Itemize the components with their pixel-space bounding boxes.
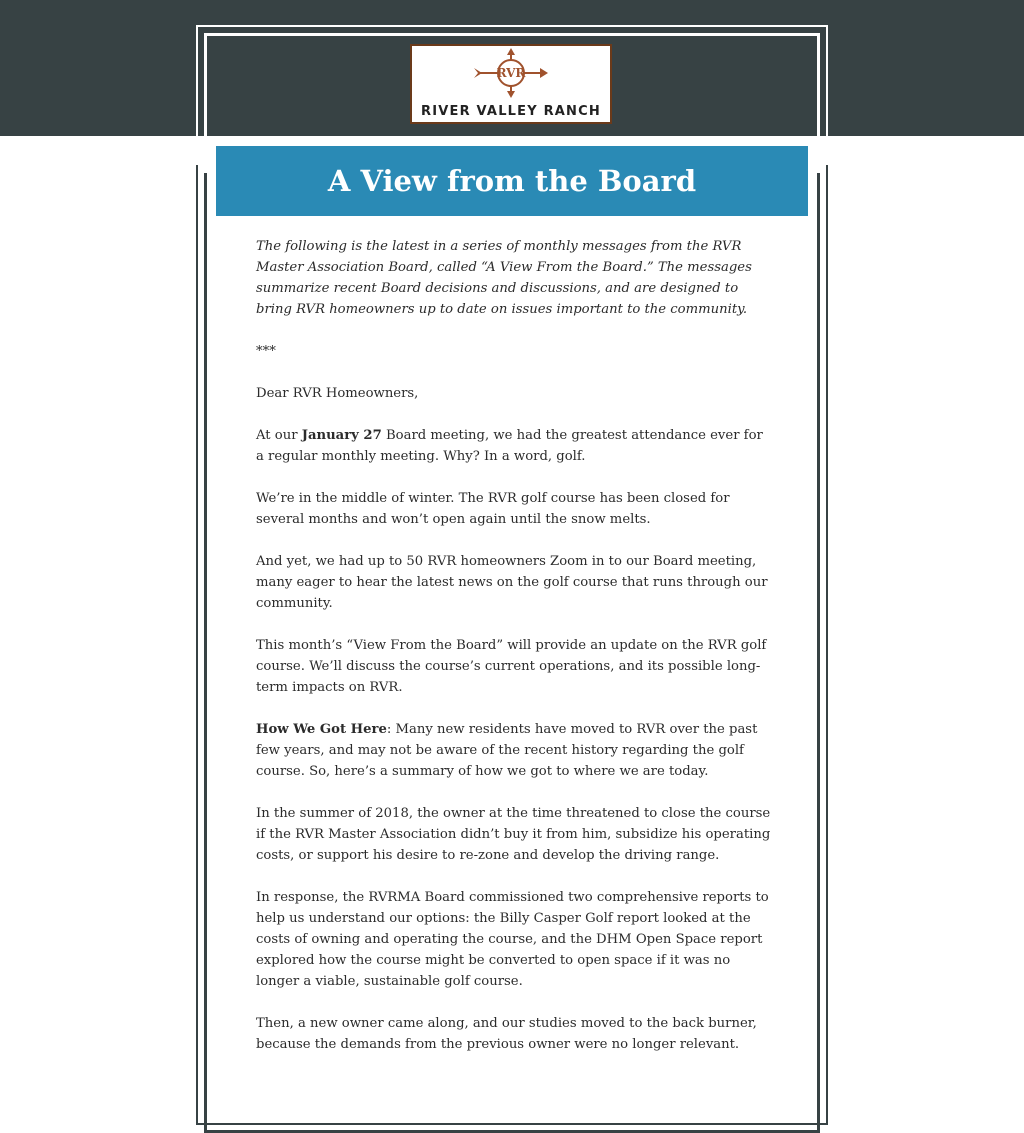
paragraph-new-owner: Then, a new owner came along, and our studies moved to the back burner, because the demands from the previous owner were no longer relevant. [256, 1016, 757, 1052]
intro-paragraph: The following is the latest in a series of monthly messages from the RVR Master Association Board, called “A View From the Board.” The messages summarize recent Board decisions and discussions, and are designed to bring RVR homeowners up to date on issues important to the community. [256, 239, 752, 317]
paragraph-winter: We’re in the middle of winter. The RVR golf course has been closed for several months and won’t open again until the snow melts. [256, 491, 730, 527]
p1-before: At our [256, 428, 302, 443]
paragraph-attendance: And yet, we had up to 50 RVR homeowners Zoom in to our Board meeting, many eager to hear the latest news on the golf course that runs through our community. [256, 554, 768, 611]
article-body [256, 236, 772, 1076]
p1-after: Board meeting, we had the greatest attendance ever for a regular monthly meeting. Why? In a word, golf. [256, 428, 763, 464]
meeting-date: January 27 [301, 428, 382, 443]
greeting: Dear RVR Homeowners, [256, 386, 419, 401]
river-valley-ranch-logo[interactable] [410, 44, 612, 124]
paragraph-reports: In response, the RVRMA Board commissioned two comprehensive reports to help us understand our options: the Billy Casper Golf report looked at the costs of owning and operating the course, and the DHM Open Space report explored how the course might be converted to open space if it was no longer a viable, sustainable golf course. [256, 890, 769, 989]
separator: *** [256, 344, 276, 359]
paragraph-update: This month’s “View From the Board” will provide an update on the RVR golf course. We’ll discuss the course’s current operations, and its possible long-term impacts on RVR. [256, 638, 767, 695]
arrow-compass-icon [412, 46, 610, 106]
logo-name: RIVER VALLEY RANCH [421, 104, 601, 119]
page-title: A View from the Board [327, 164, 697, 198]
paragraph-2018: In the summer of 2018, the owner at the time threatened to close the course if the RVR Master Association didn’t buy it from him, subsidize his operating costs, or support his desire to re-zone and develop the driving range. [256, 806, 771, 863]
title-banner [216, 146, 808, 216]
paragraph-history [256, 719, 772, 782]
logo-monogram: RVR [496, 66, 526, 80]
section-heading: How We Got Here [256, 722, 387, 737]
p5-after: : Many new residents have moved to RVR over the past few years, and may not be aware of the recent history regarding the golf course. So, here’s a summary of how we got to where we are today. [256, 722, 758, 779]
paragraph-meeting [256, 425, 772, 467]
